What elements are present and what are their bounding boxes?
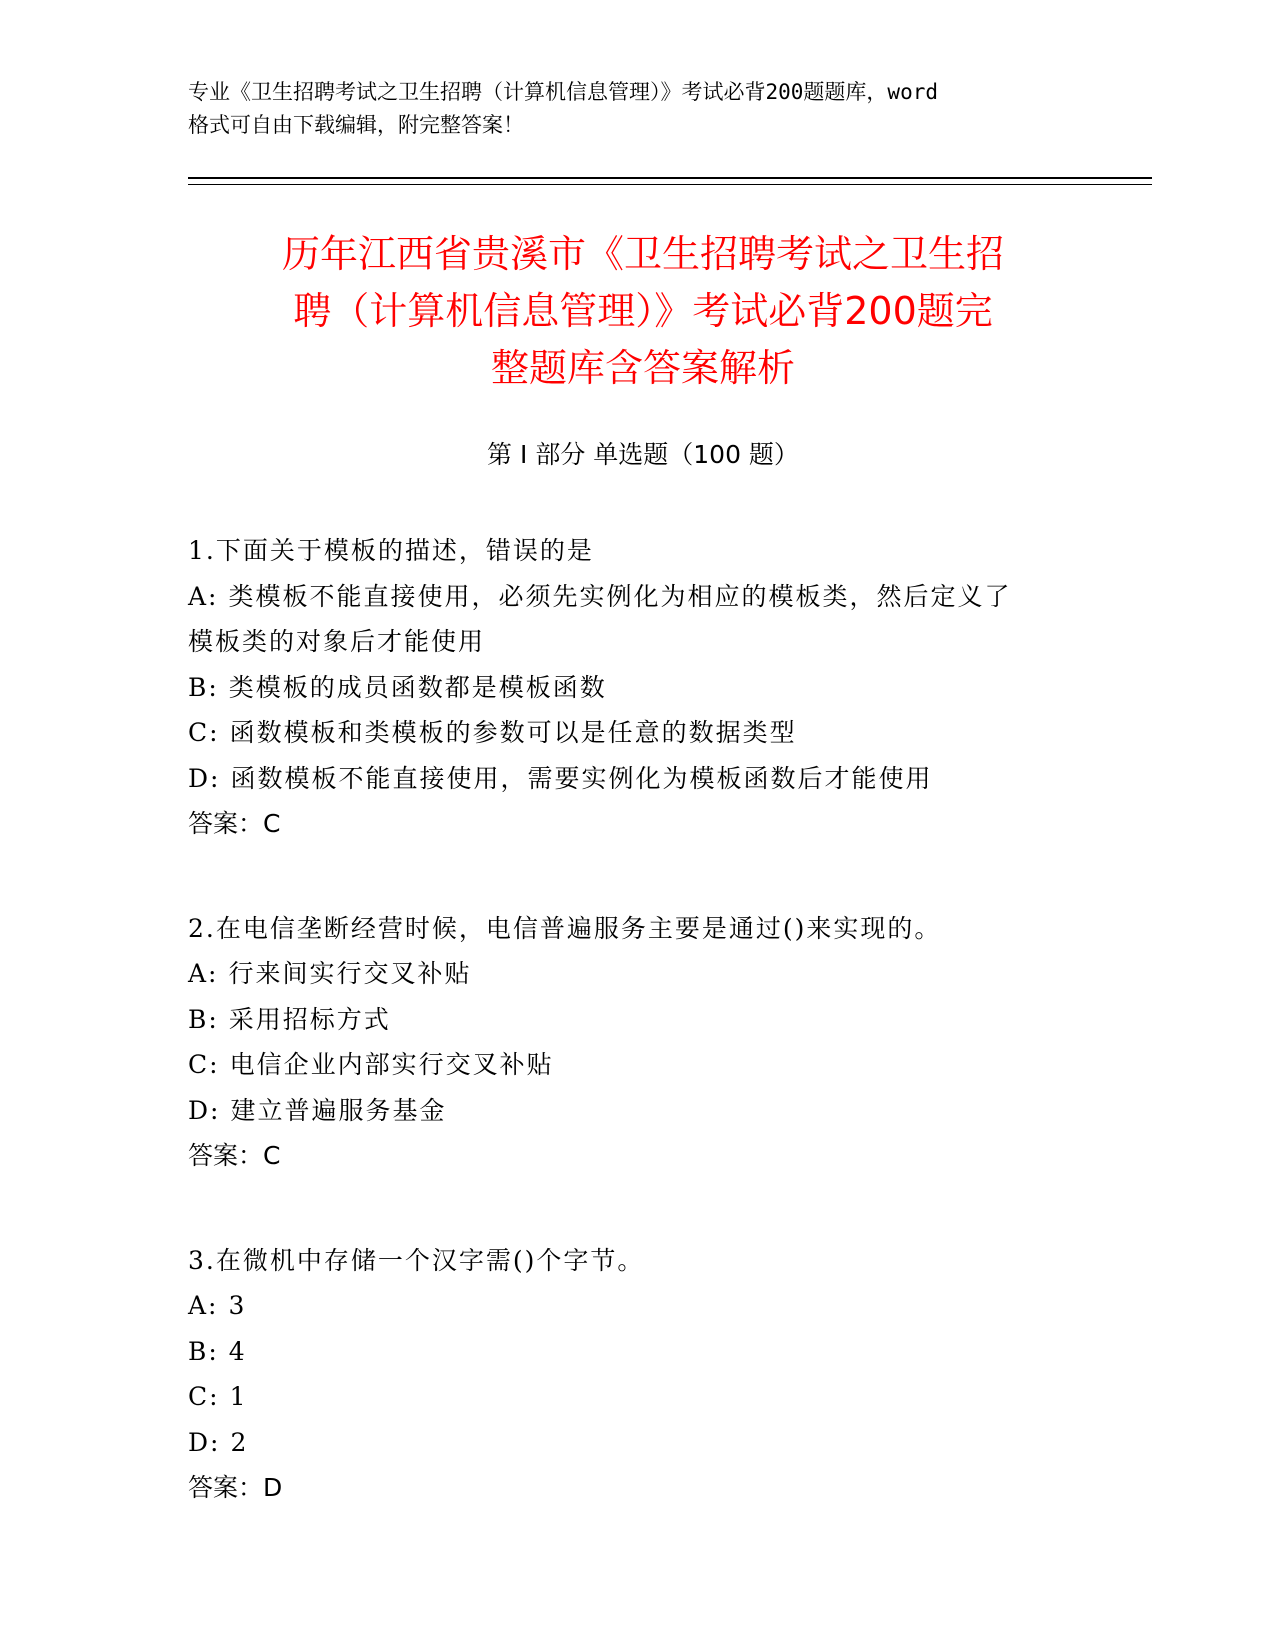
header-note-line-1: 专业《卫生招聘考试之卫生招聘（计算机信息管理）》考试必背200题题库，word: [188, 80, 938, 104]
answer-line: 答案：C: [188, 809, 281, 838]
option-b: [188, 997, 1088, 1043]
header-note-line-2: 格式可自由下载编辑，附完整答案！: [188, 113, 524, 137]
option-a: [188, 574, 1088, 620]
option-letter: D:: [188, 1095, 221, 1125]
option-c: [188, 1042, 1088, 1088]
option-text: 电信企业内部实行交叉补贴: [229, 1050, 554, 1079]
question-stem: 1.下面关于模板的描述，错误的是: [188, 536, 594, 565]
header-note: [188, 76, 1088, 142]
document-title-line-3: 整题库含答案解析: [490, 346, 795, 390]
option-text: 函数模板不能直接使用，需要实例化为模板函数后才能使用: [230, 763, 933, 793]
option-letter: C:: [188, 1050, 220, 1079]
option-text: 行来间实行交叉补贴: [228, 959, 472, 988]
option-text: 模板类的对象后才能使用: [188, 627, 486, 656]
option-b: [188, 1329, 1088, 1375]
option-letter: C:: [188, 718, 220, 747]
section-heading: 第 I 部分 单选题（100 题）: [487, 440, 799, 469]
document-title-line-1: 历年江西省贵溪市《卫生招聘考试之卫生招: [281, 232, 1004, 276]
option-d: [188, 1088, 1088, 1134]
option-text: 建立普遍服务基金: [230, 1095, 447, 1125]
option-letter: B:: [188, 672, 219, 702]
option-letter: D:: [188, 763, 221, 793]
option-letter: C:: [188, 1382, 220, 1411]
question-list: [188, 528, 1088, 1570]
option-d: [188, 756, 1088, 802]
document-title: [188, 226, 1098, 397]
document-title-line-2: 聘（计算机信息管理）》考试必背200题完: [293, 289, 993, 333]
option-text: 类模板的成员函数都是模板函数: [228, 672, 607, 702]
option-a: [188, 1283, 1088, 1329]
option-text: 函数模板和类模板的参数可以是任意的数据类型: [229, 718, 797, 747]
option-c: [188, 710, 1088, 756]
option-text: 采用招标方式: [228, 1004, 391, 1034]
answer-line: 答案：C: [188, 1141, 281, 1170]
option-b: [188, 665, 1088, 711]
option-letter: A:: [188, 959, 219, 988]
question-2: [188, 906, 1088, 1179]
option-text: 1: [229, 1382, 248, 1411]
option-letter: D:: [188, 1427, 221, 1457]
option-text: 3: [228, 1291, 247, 1320]
option-d: [188, 1420, 1088, 1466]
option-text: 类模板不能直接使用，必须先实例化为相应的模板类，然后定义了: [228, 581, 1012, 611]
option-letter: A:: [188, 1291, 219, 1320]
option-letter: B:: [188, 1004, 219, 1034]
option-letter: B:: [188, 1336, 219, 1366]
option-a: [188, 951, 1088, 997]
question-3: [188, 1238, 1088, 1511]
option-c: [188, 1374, 1088, 1420]
answer-line: 答案：D: [188, 1473, 283, 1502]
option-a-continued: [188, 619, 1088, 665]
option-letter: A:: [188, 581, 219, 611]
question-1: [188, 528, 1088, 847]
question-stem: 2.在电信垄断经营时候，电信普遍服务主要是通过()来实现的。: [188, 913, 942, 943]
header-rule-thick: [188, 177, 1152, 179]
header-rule-thin: [188, 184, 1152, 185]
option-text: 4: [228, 1336, 247, 1366]
question-stem: 3.在微机中存储一个汉字需()个字节。: [188, 1245, 645, 1275]
option-text: 2: [230, 1427, 249, 1457]
